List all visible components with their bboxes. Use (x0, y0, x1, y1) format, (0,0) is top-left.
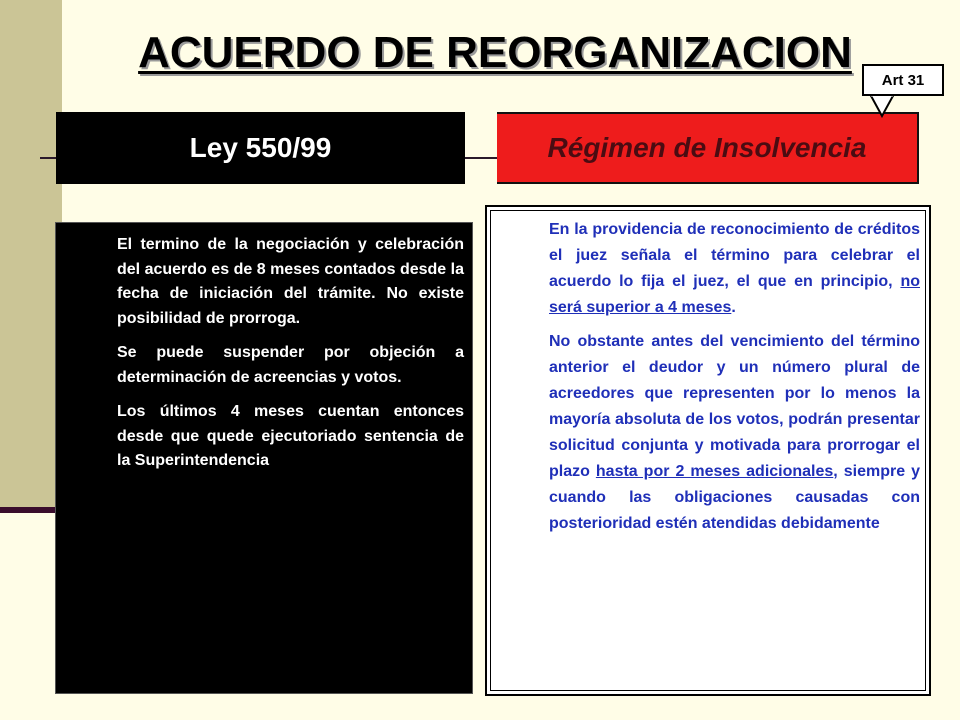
right-header-label: Régimen de Insolvencia (547, 132, 867, 163)
left-header (56, 112, 465, 184)
middle-connector-line (465, 157, 497, 159)
right-panel-text (549, 217, 920, 545)
left-header-label: Ley 550/99 (189, 132, 332, 163)
right-p2-text: No obstante antes del vencimiento del término anterior el deudor y un número plural de acreedores que representen por lo menos la mayoría absoluta de los votos, podrán presentar solicitud conjunta y motivada para prorrogar el plazo (549, 333, 920, 480)
left-paragraph: El termino de la negociación y celebración del acuerdo es de 8 meses contados desde la fecha de iniciación del trámite. No existe posibilidad de prorroga. (117, 236, 464, 327)
right-paragraph (549, 329, 920, 537)
right-p1-end: . (731, 299, 736, 316)
side-rule (0, 507, 56, 513)
left-paragraph: Los últimos 4 meses cuentan entonces desde que quede ejecutoriado sentencia de la Superintendencia (117, 403, 464, 469)
callout-pointer (868, 94, 896, 118)
right-p2-underlined: hasta por 2 meses adicionales (595, 463, 834, 480)
left-panel (55, 222, 473, 694)
article-callout-label: Art 31 (881, 71, 925, 89)
left-panel-text (117, 233, 464, 484)
right-p1-text: En la providencia de reconocimiento de créditos el juez señala el término para celebrar el acuerdo lo fija el juez, el que en principio, (549, 221, 920, 290)
right-p1-underlined: no será superior a 4 meses (549, 273, 920, 316)
right-paragraph (549, 217, 920, 321)
right-header (497, 112, 919, 184)
right-panel (485, 205, 931, 696)
left-paragraph: Se puede suspender por objeción a determinación de acreencias y votos. (117, 344, 464, 386)
right-p2-end: , siempre y cuando las obligaciones causadas con posterioridad estén atendidas debidamente (549, 463, 920, 532)
slide-title: ACUERDO DE REORGANIZACION (138, 28, 852, 77)
article-callout (862, 64, 944, 96)
